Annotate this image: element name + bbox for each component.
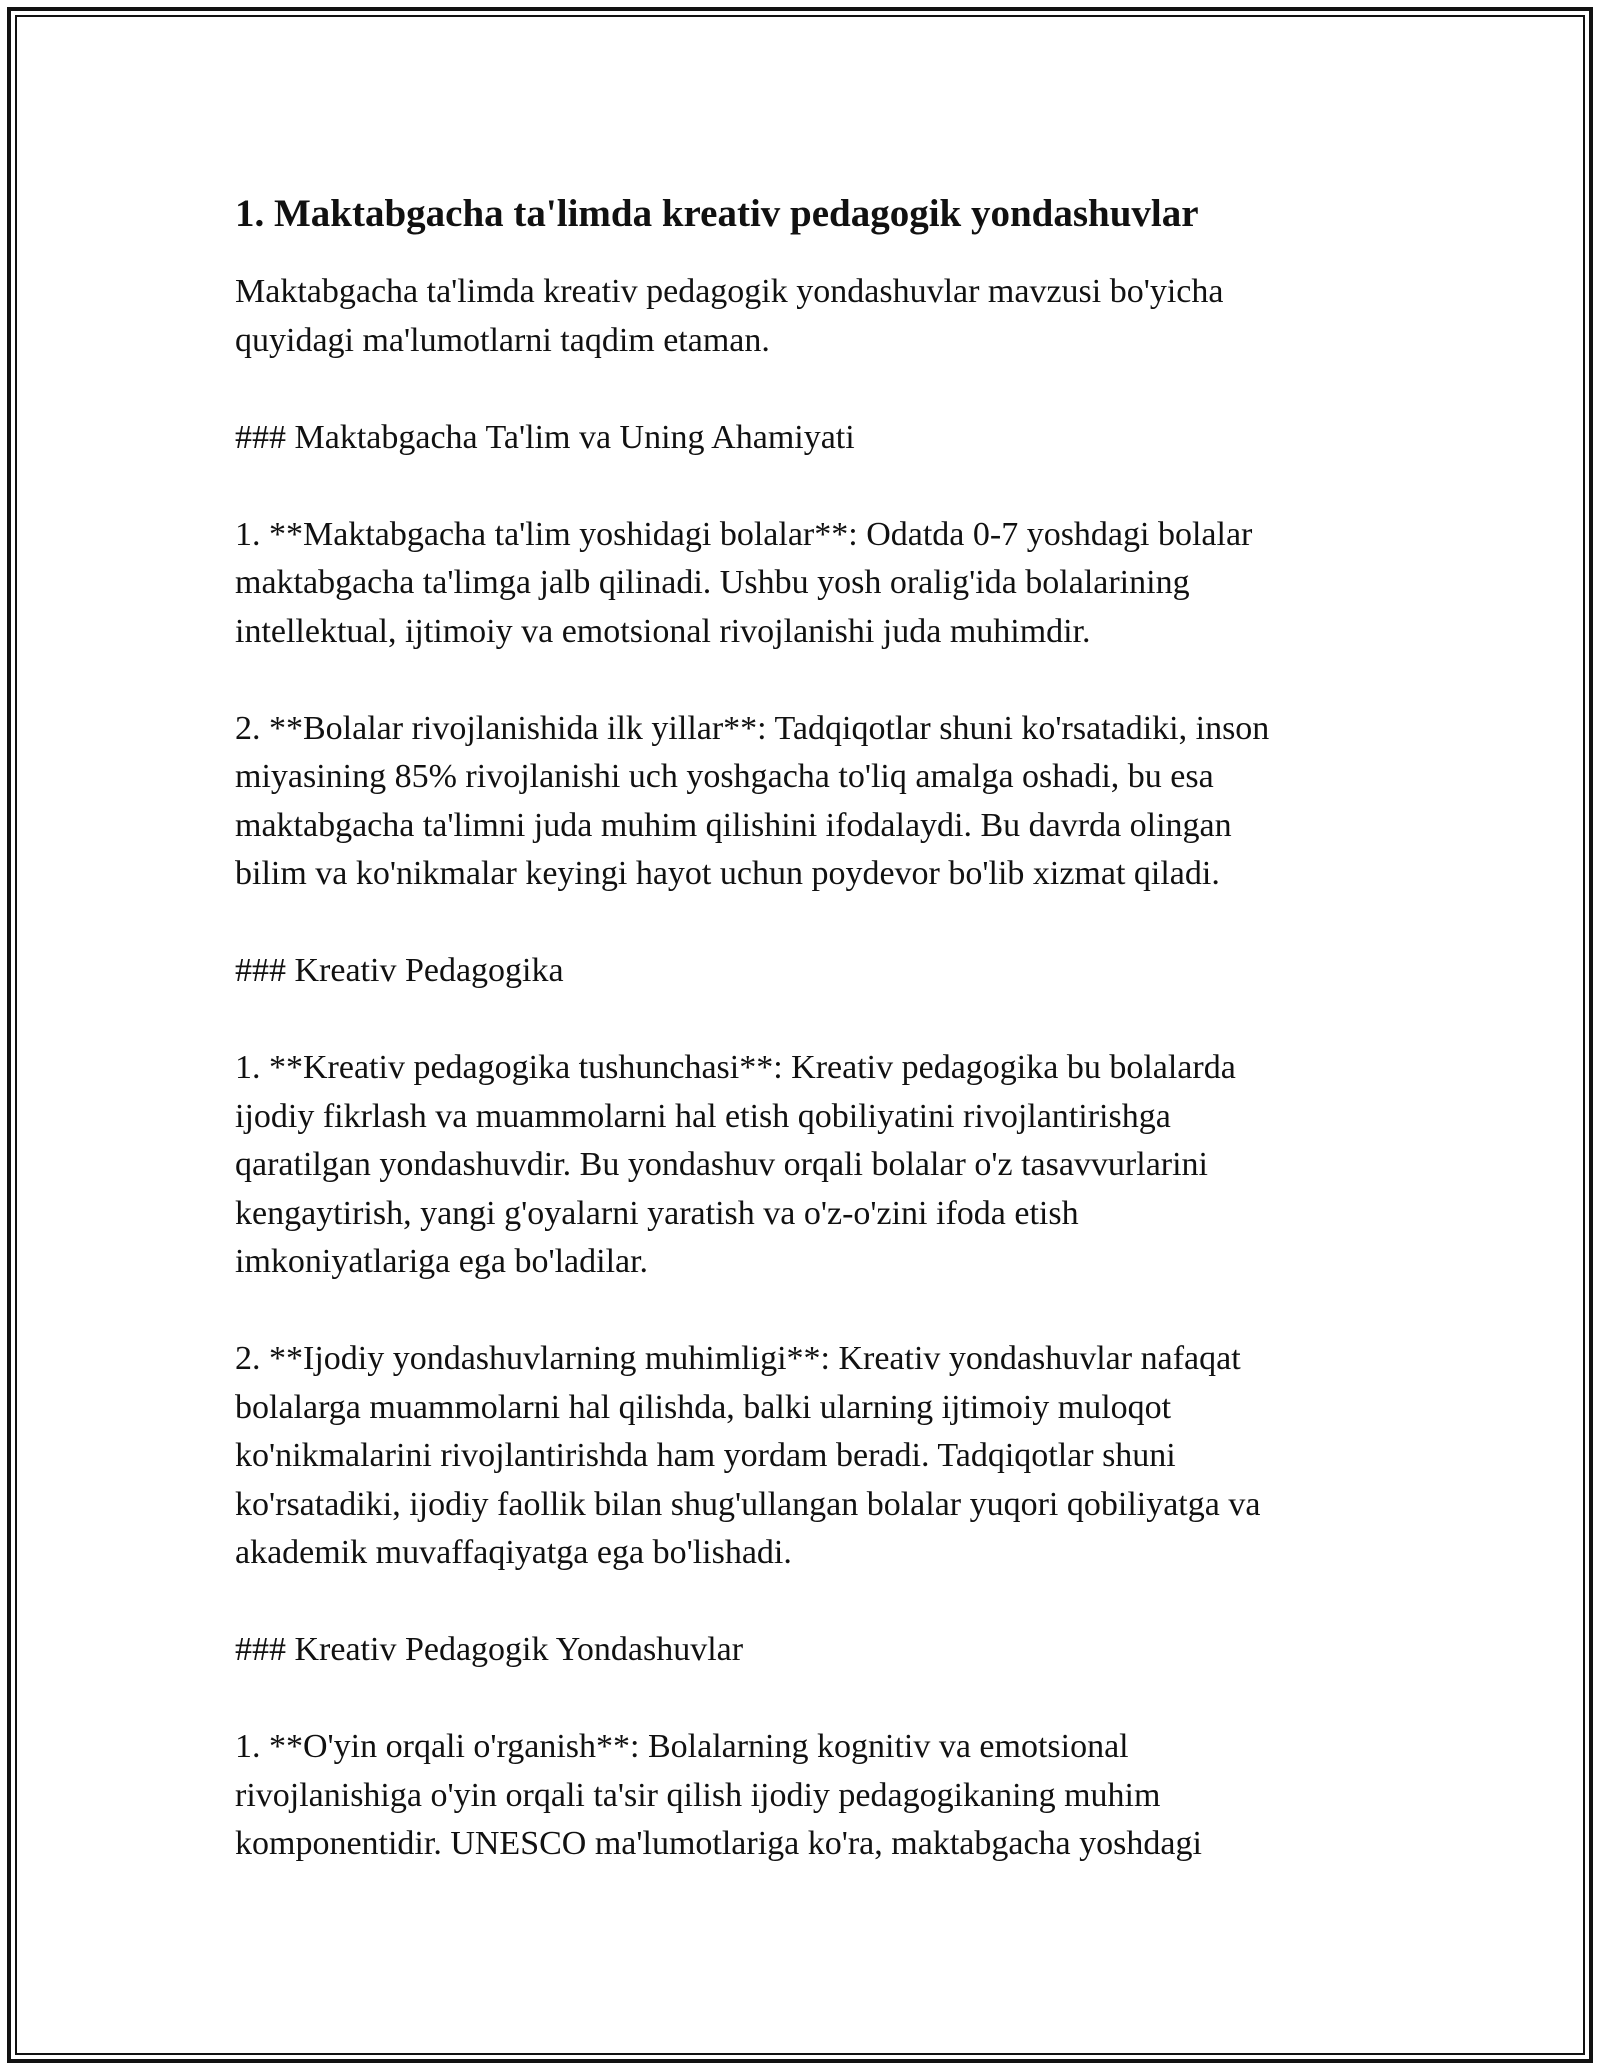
- paragraph-gap: [235, 996, 1375, 1045]
- list-item-tushunchasi: 1. **Kreativ pedagogika tushunchasi**: Kreativ pedagogika bu bolalarda ijodiy fikrlash va muammolarni hal etish qobiliyatini rivojlantirishga qaratilgan yondashuvdir. Bu yondashuv orqali bolalar o'z tasavvurlarini kengaytirish, yangi g'oyalarni yaratish va o'z-o'zini ifoda etish imkoniyatlariga ega bo'ladilar.: [235, 1049, 1236, 1280]
- intro-paragraph: Maktabgacha ta'limda kreativ pedagogik yondashuvlar mavzusi bo'yicha quyidagi ma'lumotlarni taqdim etaman.: [235, 273, 1224, 359]
- paragraph-gap: [235, 1578, 1375, 1627]
- section-heading-yondashuvlar: ### Kreativ Pedagogik Yondashuvlar: [235, 1631, 744, 1668]
- section-heading-kreativ-pedagogika: ### Kreativ Pedagogika: [235, 952, 564, 989]
- document-body: [235, 180, 1375, 1869]
- list-item-oyin-orqali: 1. **O'yin orqali o'rganish**: Bolalarning kognitiv va emotsional rivojlanishiga o'yin orqali ta'sir qilish ijodiy pedagogikaning muhim komponentidir. UNESCO ma'lumotlariga ko'ra, maktabgacha yoshdagi: [235, 1728, 1202, 1862]
- paragraph-gap: [235, 899, 1375, 948]
- list-item-muhimligi: 2. **Ijodiy yondashuvlarning muhimligi**: Kreativ yondashuvlar nafaqat bolalarga muammolarni hal qilishda, balki ularning ijtimoiy muloqot ko'nikmalarini rivojlantirishda ham yordam beradi. Tadqiqotlar shuni ko'rsatadiki, ijodiy faollik bilan shug'ullangan bolalar yuqori qobiliyatga va akademik muvaffaqiyatga ega bo'lishadi.: [235, 1340, 1261, 1571]
- paragraph-gap: [235, 365, 1375, 414]
- list-item-yoshidagi-bolalar: 1. **Maktabgacha ta'lim yoshidagi bolalar**: Odatda 0-7 yoshdagi bolalar maktabgacha ta'limga jalb qilinadi. Ushbu yosh oralig'ida bolalarining intellektual, ijtimoiy va emotsional rivojlanishi juda muhimdir.: [235, 515, 1253, 650]
- paragraph-gap: [235, 656, 1375, 705]
- section-heading-ahamiyati: ### Maktabgacha Ta'lim va Uning Ahamiyati: [235, 418, 855, 456]
- paragraph-gap: [235, 462, 1375, 511]
- paragraph-gap: [235, 1675, 1375, 1724]
- paragraph-gap: [235, 1287, 1375, 1336]
- document-title: 1. Maktabgacha ta'limda kreativ pedagogik yondashuvlar: [235, 192, 1199, 235]
- list-item-ilk-yillar: 2. **Bolalar rivojlanishida ilk yillar**: Tadqiqotlar shuni ko'rsatadiki, inson miyasining 85% rivojlanishi uch yoshgacha to'liq amalga oshadi, bu esa maktabgacha ta'limni juda muhim qilishini ifodalaydi. Bu davrda olingan bilim va ko'nikmalar keyingi hayot uchun poydevor bo'lib xizmat qiladi.: [235, 709, 1270, 892]
